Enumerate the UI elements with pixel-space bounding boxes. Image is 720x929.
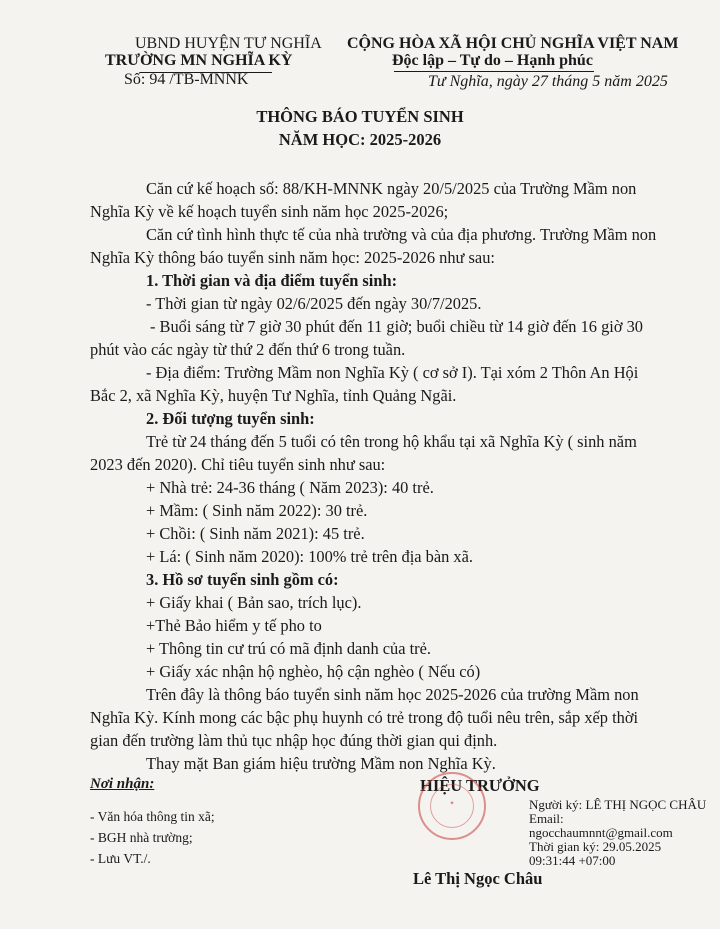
- body-line: + Giấy xác nhận hộ nghèo, hộ cận nghèo ( Nếu có): [146, 662, 481, 681]
- document-subtitle: NĂM HỌC: 2025-2026: [278, 130, 442, 149]
- signer-title: HIỆU TRƯỞNG: [420, 776, 540, 795]
- recipient-item: - BGH nhà trường;: [90, 830, 193, 845]
- body-line: Trên đây là thông báo tuyển sinh năm học 2025-2026 của trường Mầm non: [146, 685, 639, 704]
- body-line: Nghĩa Kỳ về kế hoạch tuyển sinh năm học 2025-2026;: [90, 202, 449, 221]
- signer-name: Lê Thị Ngọc Châu: [413, 869, 543, 888]
- digital-email: ngocchaumnnt@gmail.com: [529, 825, 673, 840]
- recipients-heading: Nơi nhận:: [90, 776, 155, 792]
- official-seal-icon: ✦: [418, 772, 486, 840]
- body-line: - Buổi sáng từ 7 giờ 30 phút đến 11 giờ; buổi chiều từ 14 giờ đến 16 giờ 30: [150, 317, 643, 336]
- body-line: Căn cứ tình hình thực tế của nhà trường và của địa phương. Trường Mầm non: [146, 225, 657, 244]
- digital-time-clock: 09:31:44 +07:00: [529, 853, 616, 868]
- national-motto: Độc lập – Tự do – Hạnh phúc: [392, 52, 593, 69]
- issuer-authority: UBND HUYỆN TƯ NGHĨA: [135, 35, 322, 52]
- body-line: + Lá: ( Sinh năm 2020): 100% trẻ trên địa bàn xã.: [146, 547, 473, 566]
- body-line: Nghĩa Kỳ thông báo tuyển sinh năm học: 2025-2026 như sau:: [90, 248, 495, 267]
- body-line: phút vào các ngày từ thứ 2 đến thứ 6 trong tuần.: [90, 340, 406, 359]
- body-line: Bắc 2, xã Nghĩa Kỳ, huyện Tư Nghĩa, tỉnh Quảng Ngãi.: [90, 386, 457, 405]
- body-line: +Thẻ Bảo hiểm y tế pho to: [146, 616, 322, 635]
- place-date: Tư Nghĩa, ngày 27 tháng 5 năm 2025: [428, 73, 668, 90]
- body-line: + Thông tin cư trú có mã định danh của trẻ.: [146, 639, 432, 658]
- body-line: Căn cứ kế hoạch số: 88/KH-MNNK ngày 20/5/2025 của Trường Mầm non: [146, 179, 637, 198]
- body-line: + Nhà trẻ: 24-36 tháng ( Năm 2023): 40 trẻ.: [146, 478, 434, 497]
- digital-signer: Người ký: LÊ THỊ NGỌC CHÂU: [529, 797, 707, 812]
- body-line: gian đến trường làm thủ tục nhập học đúng thời gian qui định.: [90, 731, 498, 750]
- body-line: + Giấy khai ( Bản sao, trích lục).: [146, 593, 362, 612]
- digital-time: Thời gian ký: 29.05.2025: [529, 839, 662, 854]
- section-heading: 2. Đối tượng tuyển sinh:: [146, 409, 315, 428]
- section-heading: 1. Thời gian và địa điểm tuyển sinh:: [146, 271, 398, 290]
- national-title: CỘNG HÒA XÃ HỘI CHỦ NGHĨA VIỆT NAM: [347, 35, 679, 52]
- body-line: - Địa điểm: Trường Mầm non Nghĩa Kỳ ( cơ sở I). Tại xóm 2 Thôn An Hội: [146, 363, 639, 382]
- body-line: Trẻ từ 24 tháng đến 5 tuổi có tên trong hộ khẩu tại xã Nghĩa Kỳ ( sinh năm: [146, 432, 637, 451]
- document-title: THÔNG BÁO TUYỂN SINH: [256, 107, 464, 126]
- issuer-school: TRƯỜNG MN NGHĨA KỲ: [105, 52, 293, 69]
- body-line: + Chồi: ( Sinh năm 2021): 45 trẻ.: [146, 524, 365, 543]
- body-line: Nghĩa Kỳ. Kính mong các bậc phụ huynh có trẻ trong độ tuổi nêu trên, sắp xếp thời: [90, 708, 639, 727]
- body-line: Thay mặt Ban giám hiệu trường Mầm non Nghĩa Kỳ.: [146, 754, 496, 773]
- body-line: - Thời gian từ ngày 02/6/2025 đến ngày 30/7/2025.: [146, 294, 482, 313]
- section-heading: 3. Hồ sơ tuyển sinh gồm có:: [146, 570, 339, 589]
- body-line: + Mầm: ( Sinh năm 2022): 30 trẻ.: [146, 501, 368, 520]
- recipient-item: - Lưu VT./.: [90, 851, 151, 866]
- body-line: 2023 đến 2020). Chỉ tiêu tuyển sinh như sau:: [90, 455, 386, 474]
- document-number: Số: 94 /TB-MNNK: [124, 71, 249, 88]
- recipient-item: - Văn hóa thông tin xã;: [90, 809, 215, 824]
- digital-email-label: Email:: [529, 811, 564, 826]
